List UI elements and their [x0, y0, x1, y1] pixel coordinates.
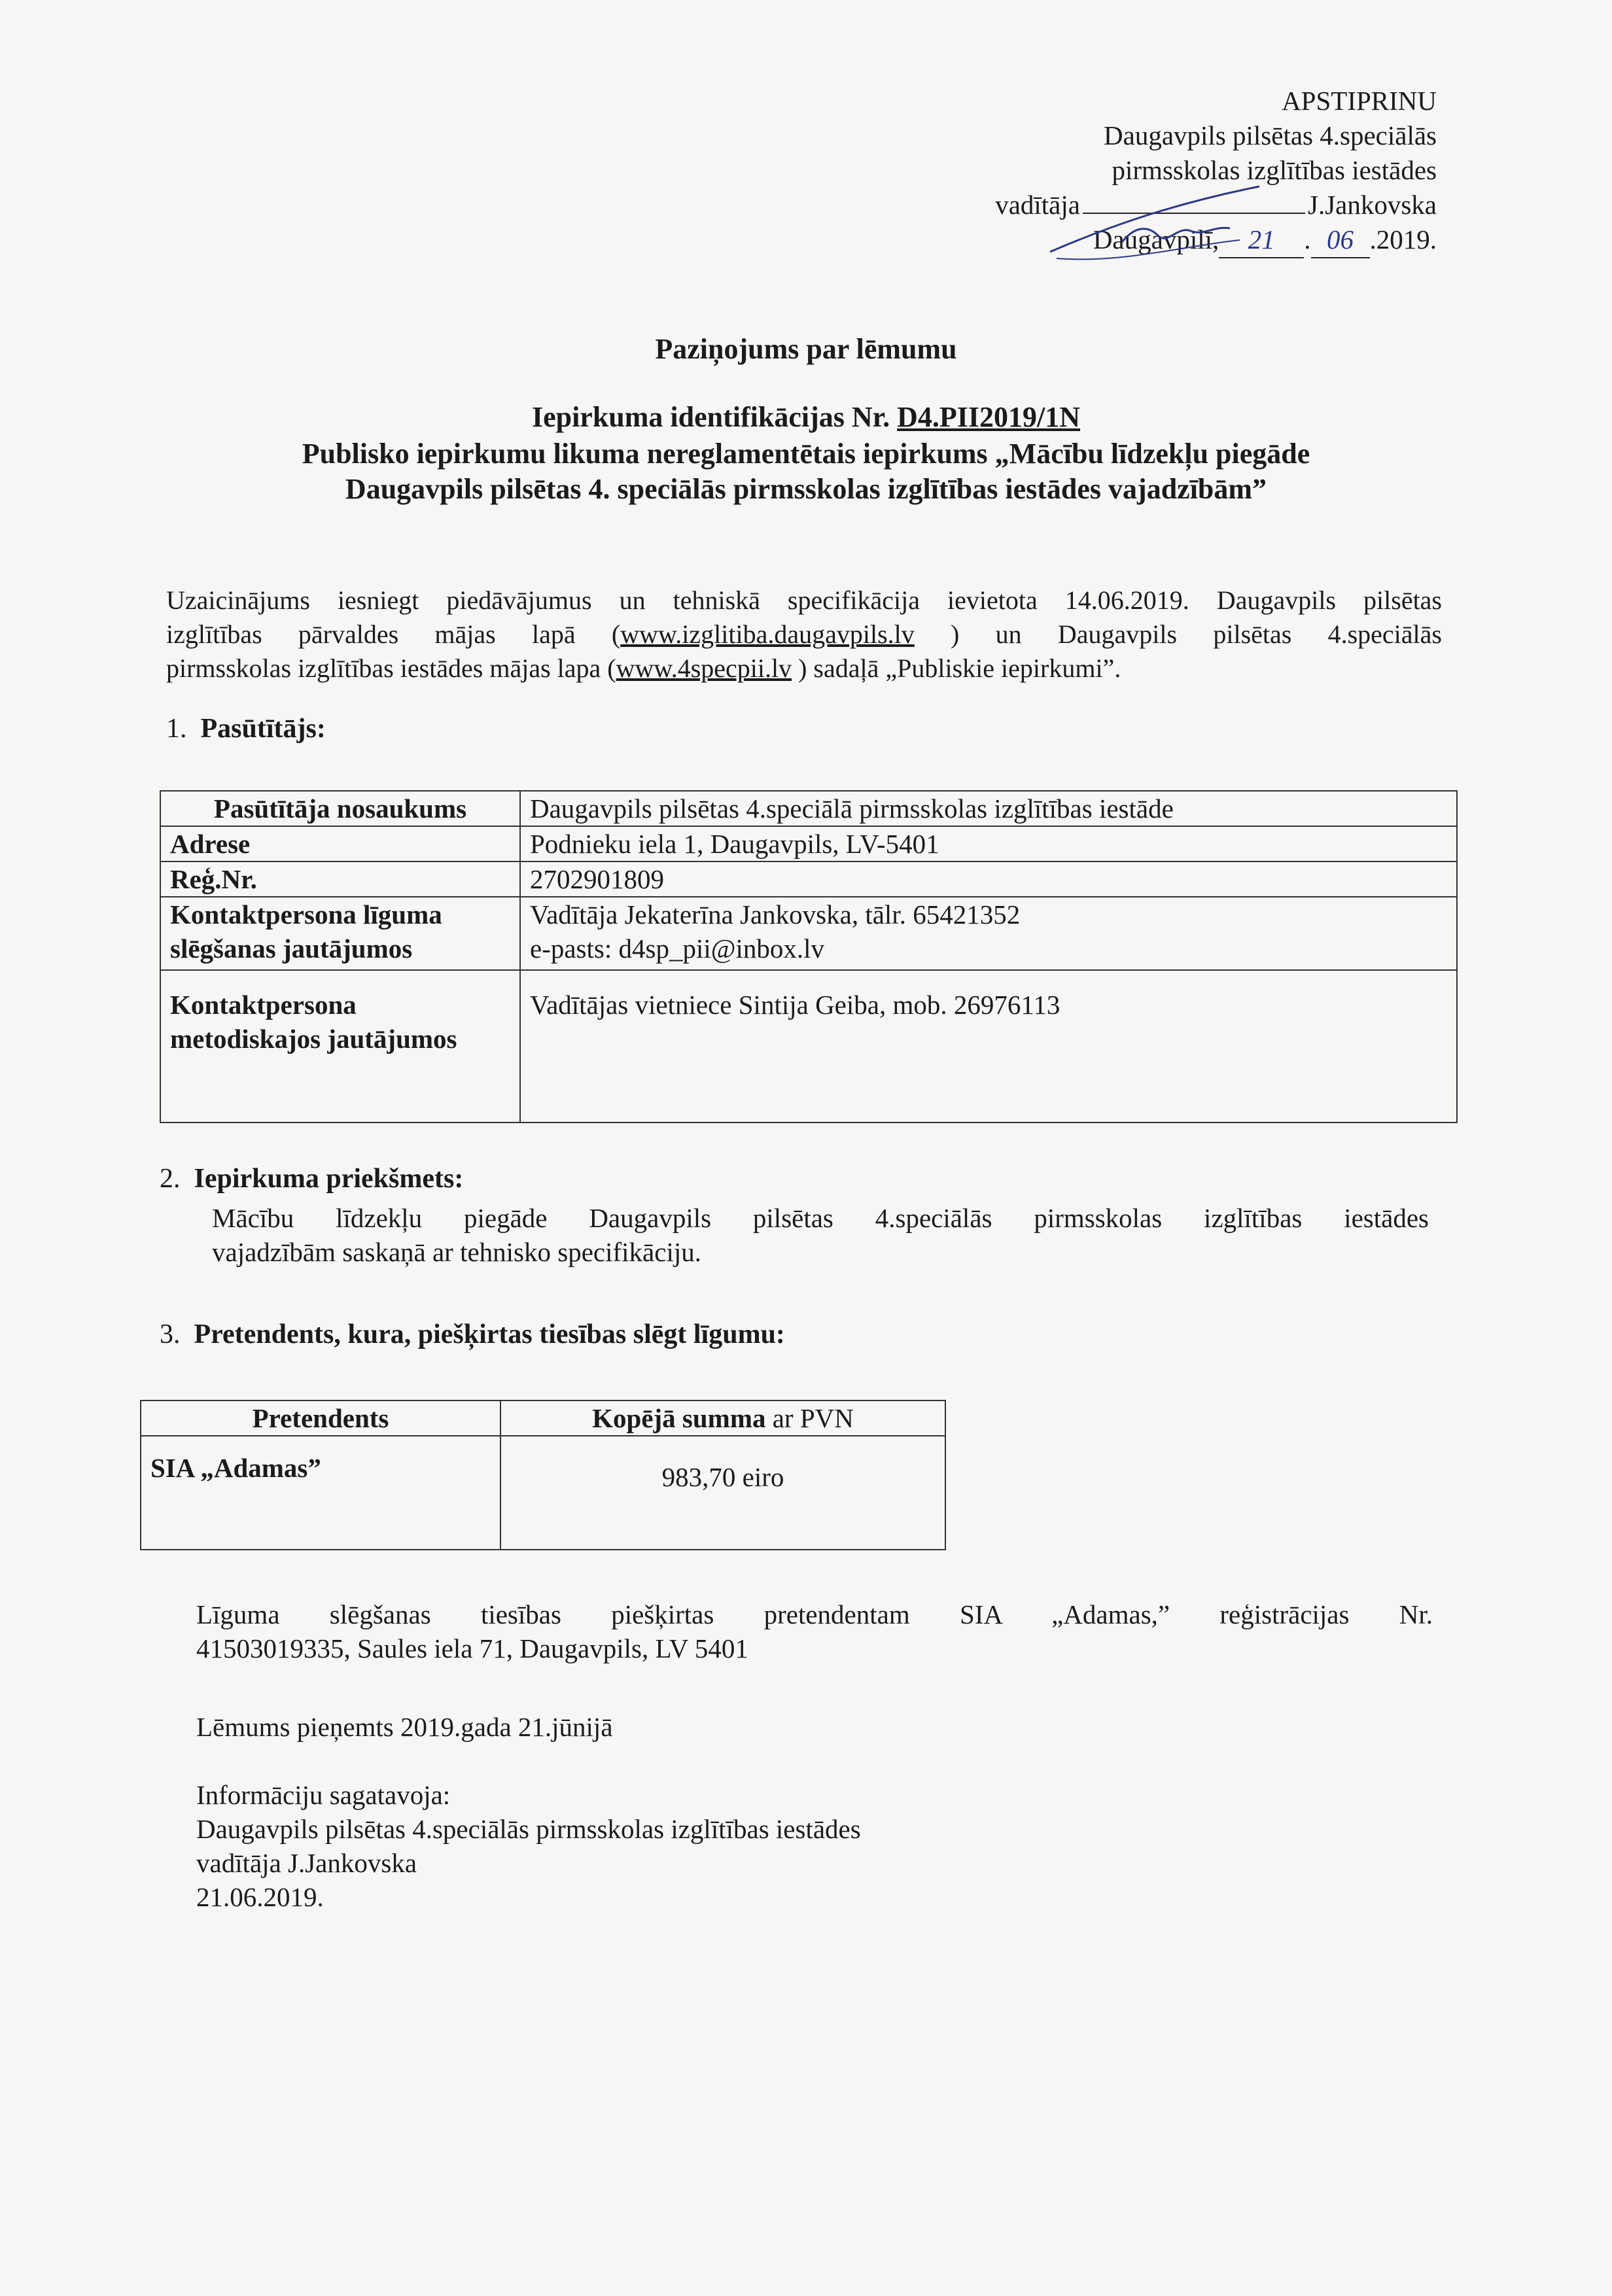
link-izglitiba[interactable]: www.izglitiba.daugavpils.lv	[620, 619, 915, 649]
intro-line3	[166, 652, 1442, 686]
section2-number: 2.	[160, 1164, 181, 1194]
procurement-name-line2: Daugavpils pilsētas 4. speciālās pirmsskolas izglītības iestādes vajadzībām”	[345, 473, 1267, 505]
procurement-id-number: D4.PII2019/1N	[897, 401, 1081, 433]
section1-heading	[166, 713, 326, 744]
award-line1: Līguma slēgšanas tiesības piešķirtas pretendentam SIA „Adamas,” reģistrācijas Nr.	[196, 1599, 1433, 1629]
intro-line3-tail: ) sadaļā „Publiskie iepirkumi”.	[792, 653, 1121, 683]
intro-line3-text: pirmsskolas izglītības iestādes mājas lapa (	[166, 653, 616, 683]
approval-month: 06	[1311, 222, 1370, 258]
handwritten-signature	[1043, 180, 1318, 265]
intro-line1: Uzaicinājums iesniegt piedāvājumus un tehniskā specifikācija ievietota 14.06.2019. Daugavpils pilsētas	[166, 585, 1442, 615]
winner-name: SIA „Adamas”	[141, 1436, 500, 1550]
customer-value: Podnieku iela 1, Daugavpils, LV-5401	[520, 826, 1457, 861]
prepared-person: vadītāja J.Jankovska	[196, 1848, 417, 1878]
customer-value: Vadītājas vietniece Sintija Geiba, mob. 26976113	[520, 970, 1457, 1122]
section1-number: 1.	[166, 714, 187, 744]
table-row	[160, 897, 1457, 970]
customer-key: Kontaktpersona līguma slēgšanas jautājumos	[160, 897, 520, 970]
intro-line2-text: izglītības pārvaldes mājas lapā (	[166, 619, 621, 649]
customer-key: Kontaktpersona metodiskajos jautājumos	[160, 970, 520, 1122]
contact-phone: Vadītāja Jekaterīna Jankovska, tālr. 65421352	[530, 899, 1021, 930]
intro-line2	[166, 617, 1442, 652]
section2-title: Iepirkuma priekšmets:	[194, 1164, 464, 1194]
section2-text	[212, 1201, 1429, 1269]
prepared-institution: Daugavpils pilsētas 4.speciālās pirmsskolas izglītības iestādes	[196, 1814, 861, 1844]
prepared-date: 21.06.2019.	[196, 1882, 324, 1912]
table-row	[141, 1436, 945, 1550]
customer-key: Reģ.Nr.	[160, 861, 520, 897]
award-paragraph	[196, 1597, 1433, 1665]
table-row	[160, 791, 1457, 826]
procurement-id-prefix: Iepirkuma identifikācijas Nr.	[531, 401, 898, 433]
approval-position: vadītāja	[995, 190, 1080, 220]
section3-number: 3.	[160, 1319, 181, 1349]
procurement-id-line	[0, 400, 1612, 434]
approval-year: .2019.	[1369, 224, 1437, 254]
award-line2: 41503019335, Saules iela 71, Daugavpils, LV 5401	[196, 1633, 748, 1663]
customer-value	[520, 897, 1457, 970]
winner-col2-bold: Kopējā summa	[592, 1403, 766, 1433]
customer-key: Adrese	[160, 826, 520, 861]
decision-date: Lēmums pieņemts 2019.gada 21.jūnijā	[196, 1712, 613, 1742]
section2-line2: vajadzībām saskaņā ar tehnisko specifikāciju.	[212, 1237, 701, 1267]
approval-line1: Daugavpils pilsētas 4.speciālās	[1104, 120, 1437, 150]
procurement-name-line1: Publisko iepirkumu likuma nereglamentētais iepirkums „Mācību līdzekļu piegāde	[302, 438, 1310, 470]
section2-line1: Mācību līdzekļu piegāde Daugavpils pilsētas 4.speciālās pirmsskolas izglītības iestādes	[212, 1203, 1429, 1233]
prepared-label: Informāciju sagatavoja:	[196, 1780, 451, 1810]
approval-heading: APSTIPRINU	[1282, 86, 1437, 116]
table-row	[141, 1400, 945, 1436]
approval-signer: J.Jankovska	[1307, 190, 1437, 220]
customer-table	[160, 790, 1458, 1123]
link-4specpii[interactable]: www.4specpii.lv	[616, 653, 792, 683]
section3-heading	[160, 1319, 785, 1350]
table-row	[160, 826, 1457, 861]
section2-heading	[160, 1163, 463, 1194]
approval-day: 21	[1219, 222, 1304, 258]
table-row	[160, 861, 1457, 897]
customer-value: 2702901809	[520, 861, 1457, 897]
intro-line2-tail: ) un Daugavpils pilsētas 4.speciālās	[914, 619, 1442, 649]
page-title: Paziņojums par lēmumu	[655, 333, 957, 365]
approval-date-line: Daugavpilī, 21 . 06 .2019.	[995, 222, 1437, 258]
winner-col2-rest: ar PVN	[765, 1403, 854, 1433]
contact-email: e-pasts: d4sp_pii@inbox.lv	[530, 933, 825, 964]
customer-key: Pasūtītāja nosaukums	[160, 791, 520, 826]
section3-title: Pretendents, kura, piešķirtas tiesības slēgt līgumu:	[194, 1319, 785, 1349]
section1-title: Pasūtītājs:	[200, 714, 326, 744]
approval-place: Daugavpilī,	[1093, 224, 1219, 254]
winner-amount: 983,70 eiro	[500, 1436, 945, 1550]
winner-table	[140, 1400, 946, 1550]
customer-value: Daugavpils pilsētas 4.speciālā pirmsskolas izglītības iestāde	[520, 791, 1457, 826]
approval-line2: pirmsskolas izglītības iestādes	[1112, 155, 1437, 185]
intro-paragraph	[166, 583, 1442, 686]
table-row	[160, 970, 1457, 1122]
winner-col1-header: Pretendents	[141, 1400, 500, 1436]
prepared-by-block	[196, 1778, 861, 1914]
winner-col2-header	[500, 1400, 945, 1436]
